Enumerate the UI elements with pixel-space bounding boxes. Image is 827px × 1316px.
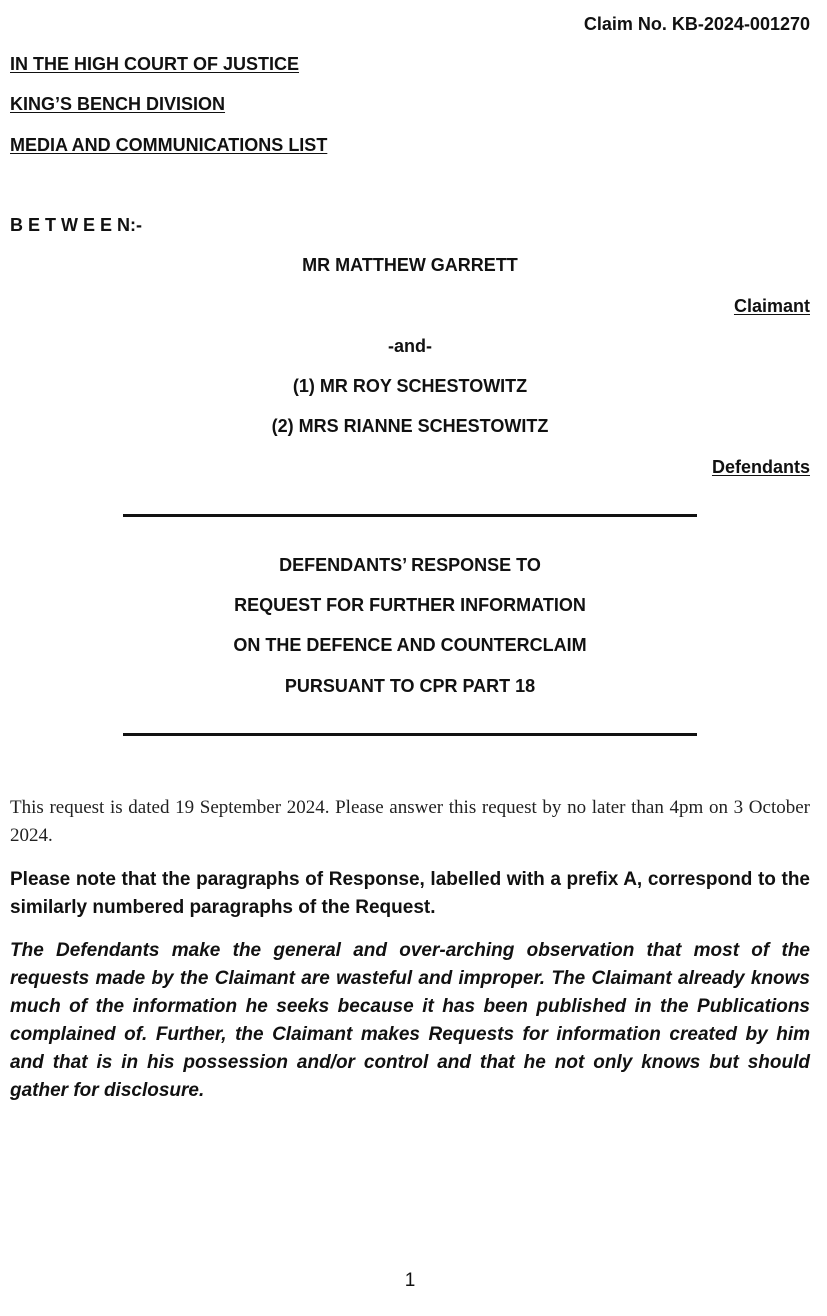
claim-number: Claim No. KB-2024-001270 bbox=[583, 14, 810, 34]
title-top-rule bbox=[123, 514, 697, 517]
court-list: MEDIA AND COMMUNICATIONS LIST bbox=[10, 135, 328, 155]
claimant-name: MR MATTHEW GARRETT bbox=[302, 255, 518, 275]
between-label: B E T W E E N:- bbox=[10, 215, 142, 235]
response-note-paragraph: Please note that the paragraphs of Response, labelled with a prefix A, correspond to the similarly numbered paragraphs of the Request. bbox=[10, 869, 810, 918]
court-division: KING’S BENCH DIVISION bbox=[10, 94, 226, 114]
title-bottom-rule bbox=[123, 733, 697, 736]
defendant-1-name: (1) MR ROY SCHESTOWITZ bbox=[292, 376, 528, 396]
title-line-4: PURSUANT TO CPR PART 18 bbox=[284, 676, 536, 696]
defendants-label-text: Defendants bbox=[711, 457, 810, 477]
title-line-2: REQUEST FOR FURTHER INFORMATION bbox=[234, 595, 586, 615]
claimant-label-text: Claimant bbox=[733, 296, 810, 316]
request-date-paragraph: This request is dated 19 September 2024. Please answer this request by no later than 4pm on 3 October 2024. bbox=[10, 797, 810, 846]
claimant-label bbox=[10, 295, 810, 317]
defendant-2-name: (2) MRS RIANNE SCHESTOWITZ bbox=[271, 416, 549, 436]
and-separator: -and- bbox=[388, 336, 432, 356]
general-observation-paragraph: The Defendants make the general and over-arching observation that most of the requests made by the Claimant are wasteful and improper. The Claimant already knows much of the information he seeks because it has been published in the Publications complained of. Further, the Claimant makes Requests for information created by him and that is in his possession and/or control and that he not only knows but should gather for disclosure. bbox=[10, 940, 810, 1101]
title-line-1: DEFENDANTS’ RESPONSE TO bbox=[279, 555, 541, 575]
page-number: 1 bbox=[404, 1270, 416, 1291]
court-name: IN THE HIGH COURT OF JUSTICE bbox=[10, 54, 300, 74]
title-line-3: ON THE DEFENCE AND COUNTERCLAIM bbox=[233, 635, 587, 655]
defendants-label bbox=[10, 456, 810, 478]
